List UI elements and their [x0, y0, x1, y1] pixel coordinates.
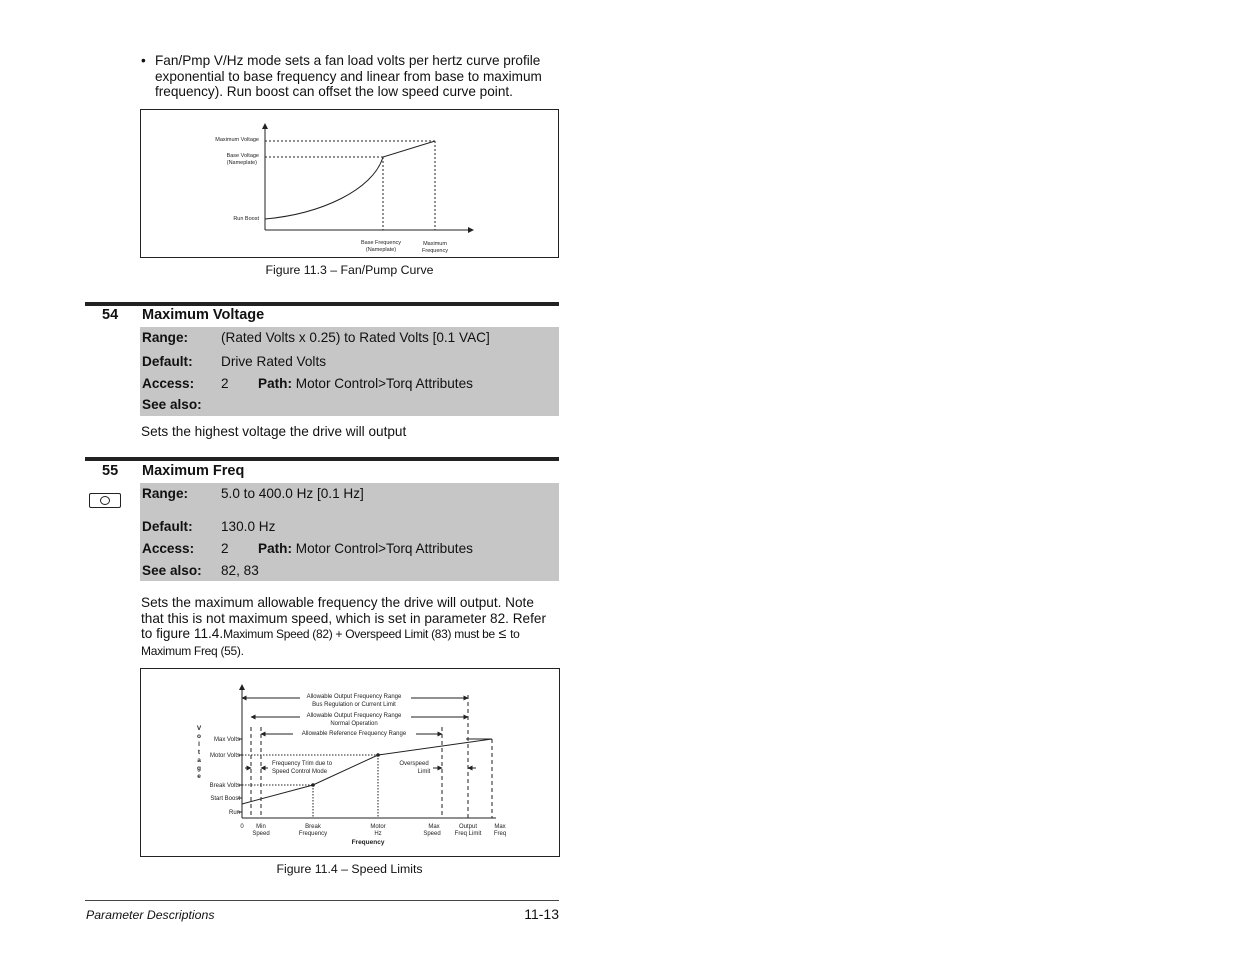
range3-label: Allowable Reference Frequency Range — [301, 731, 407, 737]
label-maximum-frequency: Frequency — [422, 248, 448, 254]
bullet-marker: • — [141, 53, 146, 68]
svg-text:l: l — [198, 741, 200, 748]
tick-break-frequency-1: Break — [305, 824, 321, 830]
footer-section-name: Parameter Descriptions — [86, 908, 215, 922]
x-axis-title: Frequency — [351, 839, 385, 846]
fan-pump-curve-diagram — [141, 110, 558, 257]
page-number: 11-13 — [524, 906, 559, 922]
range-value: (Rated Volts x 0.25) to Rated Volts [0.1 VAC] — [221, 330, 490, 345]
footer-rule — [85, 900, 559, 901]
access-value: 2 — [221, 376, 229, 391]
tick-max-speed-1: Max — [428, 824, 440, 830]
see-also-label: See also: — [142, 563, 202, 578]
range2-line1: Allowable Output Frequency Range — [306, 713, 402, 719]
param-54-details — [140, 327, 559, 416]
label-run-boost: Run Boost — [233, 216, 259, 222]
description-main: Sets the maximum allowable frequency the drive will output. Note that this is not maximum speed, which is set in parameter 82. Refer to figure 11.4. — [141, 595, 546, 642]
param-54-title: Maximum Voltage — [142, 307, 265, 323]
tick-run: Run — [228, 810, 240, 816]
param-55-number: 55 — [102, 463, 119, 479]
svg-text:V: V — [196, 725, 202, 732]
intro-text: Fan/Pmp V/Hz mode sets a fan load volts per hertz curve profile exponential to base frequency and linear from base to maximum frequency). Run boost can offset the low speed curve point. — [155, 53, 542, 100]
path-value: Motor Control>Torq Attributes — [295, 541, 473, 556]
param-55-description — [141, 595, 559, 659]
overspeed-line1: Overspeed — [399, 761, 429, 767]
path-label: Path: — [258, 541, 292, 556]
label-maximum: Maximum — [423, 241, 447, 247]
tick-start-boost: Start Boost — [210, 796, 240, 802]
param-55-title: Maximum Freq — [142, 463, 245, 479]
range-label: Range: — [142, 486, 189, 501]
tick-motor-hz-2: Hz — [374, 831, 382, 837]
stop-drive-icon — [89, 493, 121, 508]
range1-line2: Bus Regulation or Current Limit — [312, 702, 396, 708]
tick-output-freq-limit-2: Freq Limit — [454, 831, 482, 837]
range-label: Range: — [142, 330, 189, 345]
svg-text:g: g — [197, 765, 201, 772]
path-value: Motor Control>Torq Attributes — [295, 376, 473, 391]
description-note-1: Maximum Speed (82) + Overspeed Limit (83) must be — [223, 627, 495, 642]
trim-line2: Speed Control Mode — [272, 769, 328, 775]
range-value: 5.0 to 400.0 Hz [0.1 Hz] — [221, 486, 364, 501]
param-55-details — [140, 483, 559, 581]
description-note-2: to Maximum Freq (55). — [141, 627, 520, 658]
tick-motor-hz-1: Motor — [370, 824, 386, 830]
default-value: 130.0 Hz — [221, 519, 276, 534]
overspeed-line2: Limit — [417, 769, 431, 775]
access-value: 2 — [221, 541, 229, 556]
see-also-label: See also: — [142, 397, 202, 412]
y-axis-title — [197, 725, 202, 780]
tick-max-volts: Max Volts — [213, 737, 240, 743]
range1-line1: Allowable Output Frequency Range — [306, 694, 402, 700]
svg-text:e: e — [197, 773, 201, 780]
figure-11-3 — [140, 109, 559, 258]
svg-text:o: o — [197, 733, 201, 740]
tick-output-freq-limit-1: Output — [458, 824, 478, 830]
label-max-voltage: Maximum Voltage — [215, 137, 259, 143]
param-55-rule — [85, 457, 559, 461]
tick-break-frequency-2: Frequency — [298, 831, 328, 837]
tick-min-speed-1: Min — [256, 824, 266, 830]
figure-11-4-caption: Figure 11.4 – Speed Limits — [276, 862, 423, 876]
trim-line1: Frequency Trim due to — [272, 761, 333, 767]
label-base-voltage: Base Voltage — [226, 153, 259, 159]
tick-min-speed-2: Speed — [252, 831, 270, 837]
tick-max-freq-1: Max — [494, 824, 506, 830]
param-54-description: Sets the highest voltage the drive will output — [141, 424, 407, 439]
default-label: Default: — [142, 519, 193, 534]
default-label: Default: — [142, 354, 193, 369]
tick-max-speed-2: Speed — [423, 831, 441, 837]
svg-text:a: a — [197, 757, 201, 764]
path-label: Path: — [258, 376, 292, 391]
tick-origin: 0 — [240, 824, 244, 830]
access-label: Access: — [142, 376, 195, 391]
label-base-frequency: Base Frequency — [360, 240, 402, 246]
range2-line2: Normal Operation — [330, 721, 378, 727]
see-also-value: 82, 83 — [221, 563, 259, 578]
less-equal-symbol: ≤ — [498, 625, 507, 642]
figure-11-3-caption: Figure 11.3 – Fan/Pump Curve — [265, 263, 434, 277]
tick-break-volts: Break Volts — [209, 783, 240, 789]
speed-limits-diagram — [141, 669, 559, 856]
label-base-frequency-nameplate: (Nameplate) — [365, 247, 397, 253]
figure-11-4 — [140, 668, 560, 857]
param-54-number: 54 — [102, 307, 119, 323]
access-label: Access: — [142, 541, 195, 556]
svg-text:t: t — [197, 749, 201, 756]
fan-curve — [265, 141, 435, 219]
tick-motor-volts: Motor Volts — [209, 753, 240, 759]
default-value: Drive Rated Volts — [221, 354, 327, 369]
label-base-voltage-nameplate: (Nameplate) — [226, 160, 257, 166]
param-54-rule — [85, 302, 559, 306]
tick-max-freq-2: Freq — [493, 831, 507, 837]
